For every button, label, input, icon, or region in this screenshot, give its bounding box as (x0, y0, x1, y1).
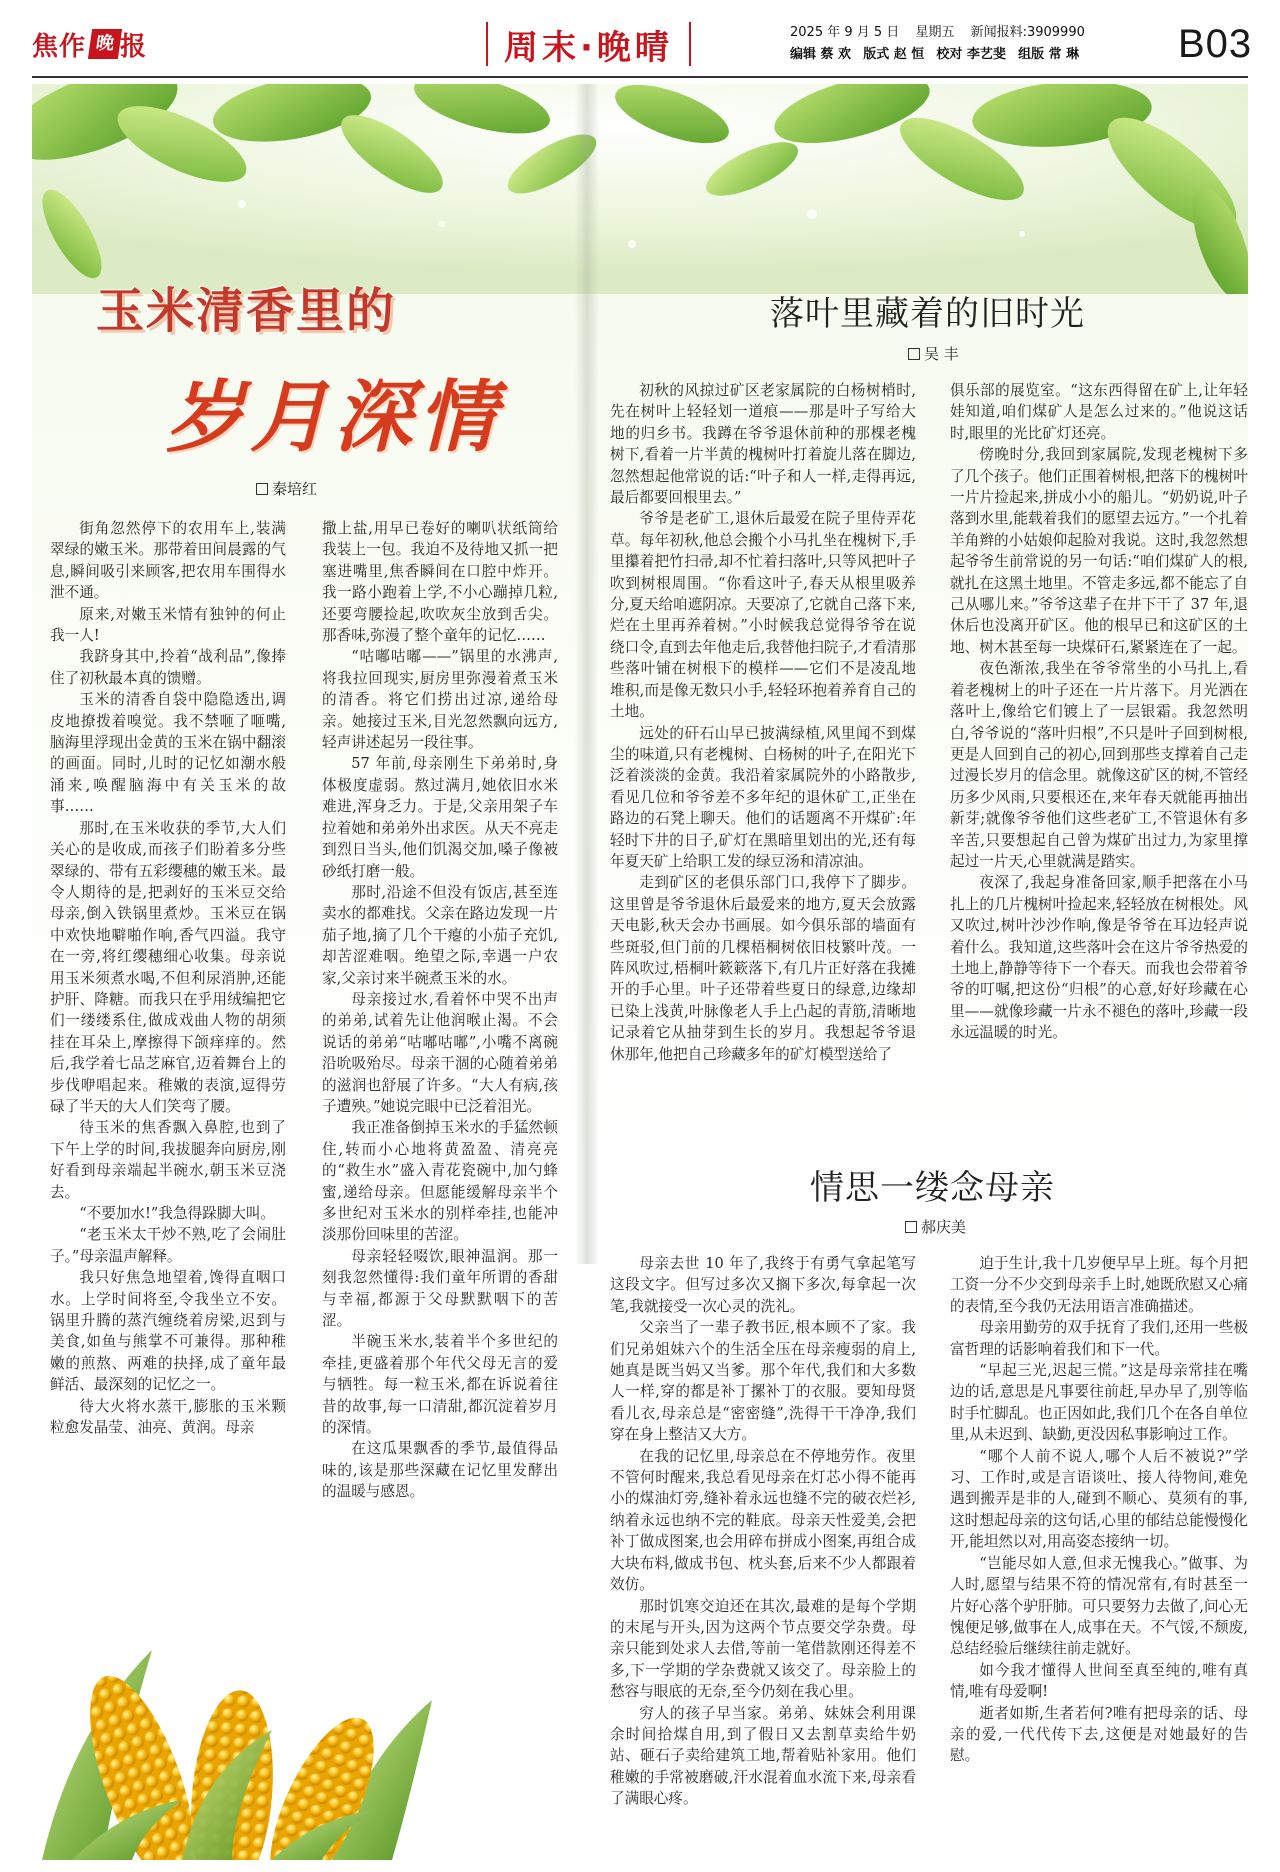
article3-paragraph: 迫于生计,我十几岁便早早上班。每个月把工资一分不少交到母亲手上时,她既欣慰又心痛的表情,至今我仍无法用语言准确描述。 (950, 1255, 1248, 1315)
article2-paragraph: 远处的矸石山早已披满绿植,风里闻不到煤尘的味道,只有老槐树、白杨树的叶子,在阳光下泛着淡淡的金黄。我沿着家属院外的小路散步,看见几位和爷爷差不多年纪的退休矿工,正坐在路边的石凳上聊天。他们的话题离不开煤矿:年轻时下井的日子,矿灯在黑暗里划出的光,还有每年夏天矿上给职工发的绿豆汤和清凉油。 (610, 724, 916, 870)
paper-name-seal: 晚 (88, 29, 122, 59)
article3-paragraph: “哪个人前不说人,哪个人后不被说?”学习、工作时,或是言语谈吐、接人待物间,难免遇到搬弄是非的人,碰到不顺心、莫须有的事,这时想起母亲的这句话,心里的郁结总能慢慢化开,能坦然以对,用高姿态接纳一切。 (950, 1447, 1248, 1551)
byline-box-icon (256, 483, 268, 495)
article2-author: 吴 丰 (924, 345, 959, 363)
article3-paragraph: “早起三光,迟起三慌。”这是母亲常挂在嘴边的话,意思是凡事要往前赶,早办早了,别等临时手忙脚乱。也正因如此,我们几个在各自单位里,从未迟到、缺勤,更没因私事影响过工作。 (950, 1362, 1248, 1444)
article3-column-2 (950, 1253, 1248, 1767)
article3-paragraph: 父亲当了一辈子教书匠,根本顾不了家。我们兄弟姐妹六个的生活全压在母亲瘦弱的肩上,她真是既当妈又当爹。那个年代,我们和大多数人一样,穿的都是补丁摞补丁的衣服。要知母贤看儿衣,母亲总是“密密缝”,洗得干干净净,我们穿在身上整洁又大方。 (610, 1319, 916, 1444)
paper-name-tail: 报 (120, 31, 148, 62)
article3-paragraph: “岂能尽如人意,但求无愧我心。”做事、为人时,愿望与结果不符的情况常有,有时甚至一片好心落个驴肝肺。可只要努力去做了,问心无愧便足够,做事在人,成事在天。不气馁,不颓废,总结经验后继续往前走就好。 (950, 1554, 1248, 1658)
article1-paragraph: 那时,沿途不但没有饭店,甚至连卖水的都难找。父亲在路边发现一片茄子地,摘了几个干瘪的小茄子充饥,却苦涩难咽。绝望之际,幸遇一户农家,父亲讨来半碗煮玉米的水。 (322, 883, 558, 987)
masthead (32, 24, 147, 64)
byline-box-icon (905, 1221, 917, 1233)
article1-headline-line1: 玉米清香里的 (96, 283, 397, 339)
article2-paragraph: 走到矿区的老俱乐部门口,我停下了脚步。这里曾是爷爷退休后最爱来的地方,夏天会放露天电影,秋天会办书画展。如今俱乐部的墙面有些斑驳,但门前的几棵梧桐树依旧枝繁叶茂。一阵风吹过,梧桐叶簌簌落下,有几片正好落在我摊开的手心里。叶子还带着些夏日的绿意,边缘却已染上浅黄,叶脉像老人手上凸起的青筋,清晰地记录着它从抽芽到生长的岁月。我想起爷爷退休那年,他把自己珍藏多年的矿灯模型送给了 (610, 874, 916, 1063)
article3-paragraph: 逝者如斯,生者若何?唯有把母亲的话、母亲的爱,一代代传下去,这便是对她最好的告慰。 (950, 1704, 1248, 1765)
section-header (470, 20, 707, 68)
article1-paragraph: 在这瓜果飘香的季节,最值得品味的,该是那些深藏在记忆里发酵出的温暖与感恩。 (322, 1440, 558, 1501)
page-fold-shadow (575, 84, 599, 1264)
article2-column-1 (610, 380, 916, 1065)
section-divider-right (689, 22, 691, 66)
section-title: 周末·晚晴 (504, 27, 673, 68)
article2-column-2 (950, 380, 1248, 1044)
credit-editor: 编辑 蔡 欢 (790, 47, 852, 62)
credit-proofread: 校对 李艺斐 (936, 47, 1006, 62)
article2-byline (908, 343, 959, 364)
article1-paragraph: 待玉米的焦香飘入鼻腔,也到了下午上学的时间,我拔腿奔向厨房,刚好看到母亲端起半碗水,朝玉米豆浇去。 (50, 1119, 286, 1201)
article3-paragraph: 如今我才懂得人世间至真至纯的,唯有真情,唯有母爱啊! (950, 1661, 1248, 1701)
news-hotline: 新闻报料:3909990 (970, 25, 1085, 40)
paper-name-main: 焦作 (32, 31, 87, 62)
article3-paragraph: 母亲用勤劳的双手抚育了我们,还用一些极富哲理的话影响着我们和下一代。 (950, 1319, 1248, 1358)
article2-paragraph: 初秋的风掠过矿区老家属院的白杨树梢时,先在树叶上轻轻划一道痕——那是叶子写给大地的归乡书。我蹲在爷爷退休前种的那棵老槐树下,看着一片半黄的槐树叶打着旋儿落在脚边,忽然想起他常说的话:“叶子和人一样,走得再远,最后都要回根里去。” (610, 382, 916, 507)
article3-paragraph: 在我的记忆里,母亲总在不停地劳作。夜里不管何时醒来,我总看见母亲在灯芯小得不能再小的煤油灯旁,缝补着永远也缝不完的破衣烂衫,纳着永远也纳不完的鞋底。母亲天性爱美,会把补丁做成图案,也会用碎布拼成小图案,再组合成大块布料,做成书包、枕头套,后来不少人都跟着效仿。 (610, 1447, 916, 1594)
section-divider (486, 22, 488, 66)
issue-date: 2025 年 9 月 5 日 (790, 25, 900, 40)
article1-author: 秦培红 (272, 480, 318, 498)
article3-paragraph: 母亲去世 10 年了,我终于有勇气拿起笔写这段文字。但写过多次又搁下多次,每拿起一次笔,我就接受一次心灵的洗礼。 (610, 1255, 916, 1315)
article1-paragraph: 玉米的清香自袋中隐隐透出,调皮地撩拨着嗅觉。我不禁咂了咂嘴,脑海里浮现出金黄的玉米在锅中翻滚的画面。同时,儿时的记忆如潮水般涌来,唤醒脑海中有关玉米的故事…… (50, 691, 286, 816)
article3-title: 情思一缕念母亲 (810, 1168, 1055, 1208)
article3-paragraph: 穷人的孩子早当家。弟弟、妹妹会利用课余时间拾煤自用,到了假日又去割草卖给牛奶站、砸石子卖给建筑工地,帮着贴补家用。他们稚嫩的手常被磨破,汗水混着血水流下来,母亲看了满眼心疼。 (610, 1704, 916, 1808)
credit-layout: 版式 赵 恒 (863, 47, 925, 62)
article1-column-2 (322, 518, 558, 1503)
article1-paragraph: 母亲接过水,看着怀中哭不出声的弟弟,试着先让他润喉止渴。不会说话的弟弟“咕嘟咕嘟”,小嘴不离碗沿吮吸殆尽。母亲干涸的心随着弟弟的滋润也舒展了许多。“大人有病,孩子遭殃。”她说完眼中已泛着泪光。 (322, 990, 558, 1115)
article3-column-1 (610, 1253, 916, 1810)
article1-paragraph: 半碗玉米水,装着半个多世纪的牵挂,更盛着那个年代父母无言的爱与牺牲。每一粒玉米,都在诉说着往昔的故事,每一口清甜,都沉淀着岁月的深情。 (322, 1333, 558, 1437)
article2-paragraph: 傍晚时分,我回到家属院,发现老槐树下多了几个孩子。他们正围着树根,把落下的槐树叶一片片捡起来,拼成小小的船儿。“奶奶说,叶子落到水里,能载着我们的愿望去远方。”一个扎着羊角辫的小姑娘仰起脸对我说。这时,我忽然想起爷爷生前常说的另一句话:“咱们煤矿人的根,就扎在这黑土地里。不管走多远,都不能忘了自己从哪儿来。”爷爷这辈子在井下干了 37 年,退休后也没离开矿区。他的根早已和这矿区的土地、树木甚至每一块煤矸石,紧紧连在了一起。 (950, 446, 1248, 656)
article1-column-1 (50, 518, 286, 1438)
article3-author: 郝庆美 (921, 1218, 967, 1236)
article1-paragraph: “老玉米太干炒不熟,吃了会闹肚子。”母亲温声解释。 (50, 1226, 286, 1265)
article1-paragraph: 我正准备倒掉玉米水的手猛然顿住,转而小心地将黄盈盈、清亮亮的“救生水”盛入青花瓷碗中,加勺蜂蜜,递给母亲。但愿能缓解母亲半个多世纪对玉米水的别样牵挂,也能冲淡那份回味里的苦涩。 (322, 1119, 558, 1244)
article1-paragraph: 我只好焦急地望着,馋得直咽口水。上学时间将至,令我坐立不安。锅里升腾的蒸汽缠绕着房梁,迟到与美食,如鱼与熊掌不可兼得。那种稚嫩的煎熬、两难的抉择,成了童年最鲜活、最深刻的记忆之一。 (50, 1269, 286, 1394)
article1-paragraph: 待大火将水蒸干,膨胀的玉米颗粒愈发晶莹、油亮、黄润。母亲 (50, 1397, 286, 1437)
leaf-banner-illustration (32, 84, 1248, 294)
article1-headline-line2: 岁月深情 (166, 372, 503, 463)
header-rule (32, 76, 1248, 78)
article2-title: 落叶里藏着的旧时光 (770, 294, 1085, 334)
byline-box-icon (908, 348, 920, 360)
article3-byline (905, 1216, 966, 1237)
article1-paragraph: “不要加水!”我急得跺脚大叫。 (79, 1205, 276, 1222)
article1-paragraph: 母亲轻轻啜饮,眼神温润。那一刻我忽然懂得:我们童年所谓的香甜与幸福,都源于父母默默咽下的苦涩。 (322, 1247, 558, 1330)
article1-paragraph: 街角忽然停下的农用车上,装满翠绿的嫩玉米。那带着田间晨露的气息,瞬间吸引来顾客,把农用车围得水泄不通。 (50, 520, 286, 602)
article1-headline (96, 272, 536, 467)
credit-typeset: 组版 常 琳 (1018, 47, 1080, 62)
article2-paragraph: 夜深了,我起身准备回家,顺手把落在小马扎上的几片槐树叶捡起来,轻轻放在树根处。风又吹过,树叶沙沙作响,像是爷爷在耳边轻声说着什么。我知道,这些落叶会在这片爷爷热爱的土地上,静静等待下一个春天。而我也会带着爷爷的叮嘱,把这份“归根”的心意,好好珍藏在心里——就像珍藏一片永不褪色的落叶,珍藏一段永远温暖的时光。 (950, 874, 1248, 1042)
article1-paragraph: 那时,在玉米收获的季节,大人们关心的是收成,而孩子们盼着多分些翠绿的、带有五彩缨穗的嫩玉米。最令人期待的是,把剥好的玉米豆交给母亲,倒入铁锅里煮炒。玉米豆在锅中欢快地噼啪作响,香气四溢。我守在一旁,将红缨穗细心收集。母亲说用玉米须煮水喝,不但利尿消肿,还能护肝、降糖。而我只在乎用绒编把它们一缕缕系住,做成戏曲人物的胡须挂在耳朵上,摩擦得下颌痒痒的。然后,我学着七品芝麻官,迈着舞台上的步伐咿唱起来。稚嫩的表演,逗得劳碌了半天的大人们笑弯了腰。 (50, 819, 286, 1115)
article1-paragraph: “咕嘟咕嘟——”锅里的水沸声,将我拉回现实,厨房里弥漫着煮玉米的清香。将它们捞出过凉,递给母亲。她接过玉米,目光忽然飘向远方,轻声讲述起另一段往事。 (322, 648, 558, 752)
article2-paragraph: 夜色渐浓,我坐在爷爷常坐的小马扎上,看着老槐树上的叶子还在一片片落下。月光洒在落叶上,像给它们镀上了一层银霜。我忽然明白,爷爷说的“落叶归根”,不只是叶子回到树根,更是人回到自己的初心,回到那些支撑着自己走过漫长岁月的信念里。就像这矿区的树,不管经历多少风雨,只要根还在,来年春天就能再抽出新芽;就像爷爷他们这些老矿工,不管退休有多辛苦,只要想起自己曾为煤矿出过力,为家里撑起过一片天,心里就满是踏实。 (950, 660, 1248, 870)
article1-byline (256, 478, 317, 499)
issue-meta (790, 22, 1097, 66)
article1-paragraph: 57 年前,母亲刚生下弟弟时,身体极度虚弱。熬过满月,她依旧水米难进,浑身乏力。于是,父亲用架子车拉着她和弟弟外出求医。从天不亮走到烈日当头,他们饥渴交加,嗓子像被砂纸打磨一般。 (322, 755, 558, 880)
article2-paragraph: 爷爷是老矿工,退休后最爱在院子里侍弄花草。每年初秋,他总会搬个小马扎坐在槐树下,手里攥着把竹扫帚,却不忙着扫落叶,只等风把叶子吹到树根周围。“你看这叶子,春天从根里吸养分,夏天给咱遮阴凉。天要凉了,它就自己落下来,烂在土里再养着树。”小时候我总觉得爷爷在说绕口令,直到去年他走后,我替他扫院子,才看清那些落叶铺在树根下的模样——它们不是凌乱地堆积,而是像无数只小手,轻轻环抱着养育自己的土地。 (610, 510, 916, 721)
issue-weekday: 星期五 (915, 25, 955, 40)
article1-paragraph: 我跻身其中,拎着“战利品”,像捧住了初秋最本真的馈赠。 (50, 648, 286, 687)
article3-paragraph: 那时饥寒交迫还在其次,最难的是每个学期的末尾与开头,因为这两个节点要交学杂费。母亲只能到处求人去借,等前一笔借款刚还得差不多,下一学期的学杂费就又该交了。母亲脸上的愁容与眼底的无奈,至今仍刻在我心里。 (610, 1597, 916, 1701)
corn-illustration (32, 1610, 452, 1860)
page-number: B03 (1178, 22, 1253, 66)
article1-paragraph: 原来,对嫩玉米情有独钟的何止我一人! (50, 605, 286, 645)
article1-paragraph: 撒上盐,用早已卷好的喇叭状纸筒给我装上一包。我迫不及待地又抓一把塞进嘴里,焦香瞬间在口腔中炸开。我一路小跑着上学,不小心蹦掉几粒,还要弯腰捡起,吹吹灰尘放到舌尖。那香味,弥漫了整个童年的记忆…… (322, 520, 558, 645)
article2-paragraph: 俱乐部的展览室。“这东西得留在矿上,让年轻娃知道,咱们煤矿人是怎么过来的。”他说这话时,眼里的光比矿灯还亮。 (950, 382, 1248, 442)
